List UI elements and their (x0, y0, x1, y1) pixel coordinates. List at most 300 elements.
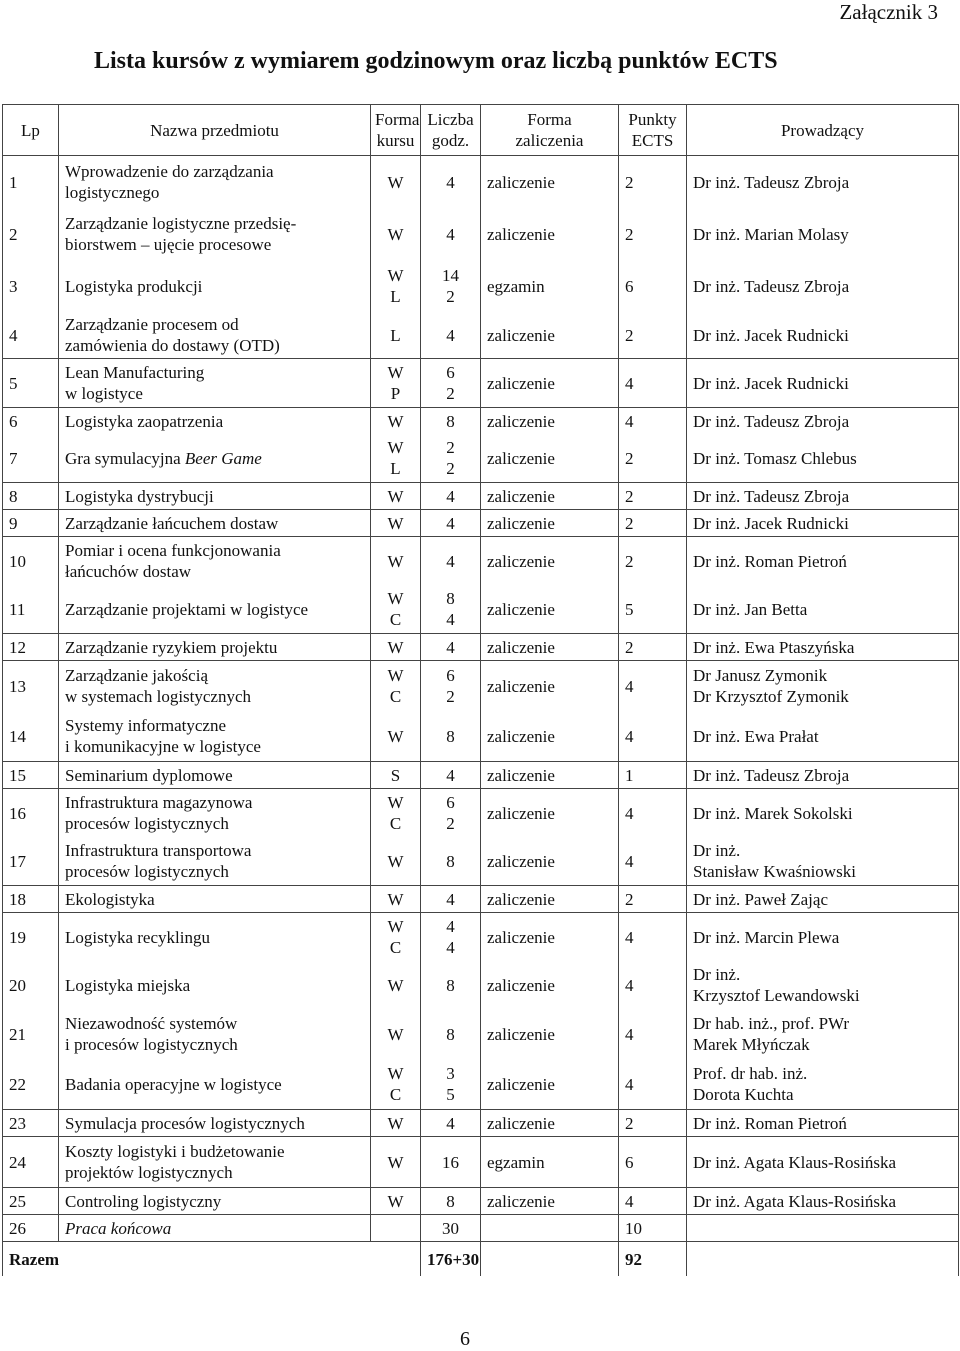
row-forma-kursu-line: C (389, 610, 402, 629)
row-liczba-godz-line: 4 (446, 637, 455, 657)
row-course-name-line: Logistyka recyklingu (65, 927, 210, 947)
row-course-name-line: i procesów logistycznych (65, 1035, 238, 1054)
row-prowadzacy-line: Dr inż. Paweł Zając (693, 889, 828, 909)
header-lp: Lp (3, 105, 59, 156)
row-lp: 20 (3, 961, 59, 1009)
row-lp: 24 (3, 1137, 59, 1188)
row-forma-zaliczenia: zaliczenie (481, 661, 619, 712)
row-prowadzacy-line: Dr inż. Tomasz Chlebus (693, 448, 857, 468)
header-liczba-godz: Liczba godz. (421, 105, 481, 156)
row-prowadzacy-line: Prof. dr hab. inż. (693, 1064, 808, 1083)
table-row (3, 789, 959, 838)
row-course-name-line: logistycznego (65, 183, 160, 202)
row-forma-kursu (371, 1137, 421, 1188)
row-forma-kursu-line: W (387, 266, 404, 285)
row-forma-kursu-line: W (387, 589, 404, 608)
page-number: 6 (460, 1328, 470, 1350)
row-liczba-godz-line: 8 (446, 411, 455, 431)
row-forma-kursu-line: W (387, 411, 404, 431)
row-course-name-line: Wprowadzenie do zarządzania (65, 162, 274, 181)
row-prowadzacy (687, 913, 959, 962)
courses-table (2, 104, 959, 1276)
row-liczba-godz (421, 1009, 481, 1059)
row-prowadzacy (687, 1110, 959, 1137)
row-liczba-godz (421, 1059, 481, 1110)
row-punkty-ects: 4 (619, 961, 687, 1009)
row-forma-kursu-line: W (387, 793, 404, 812)
row-forma-kursu-line: W (387, 1064, 404, 1083)
row-forma-kursu-line: C (389, 814, 402, 833)
row-punkty-ects: 5 (619, 585, 687, 634)
table-row (3, 208, 959, 260)
row-lp: 10 (3, 537, 59, 586)
table-row (3, 1137, 959, 1188)
row-forma-kursu-line: W (387, 666, 404, 685)
row-forma-kursu (371, 1110, 421, 1137)
row-forma-zaliczenia: zaliczenie (481, 886, 619, 913)
row-prowadzacy-line: Dr inż. Tadeusz Zbroja (693, 276, 850, 296)
row-lp: 26 (3, 1215, 59, 1242)
row-liczba-godz-line: 4 (446, 513, 455, 533)
row-course-name (59, 359, 371, 408)
row-liczba-godz-line: 6 (446, 793, 455, 812)
row-punkty-ects: 4 (619, 837, 687, 886)
row-course-name-line: Zarządzanie procesem od (65, 315, 239, 334)
row-forma-kursu-line: S (390, 765, 401, 785)
row-liczba-godz (421, 537, 481, 586)
row-prowadzacy-line: Dr Krzysztof Zymonik (693, 687, 849, 706)
row-course-name-line: w logistyce (65, 384, 143, 403)
row-forma-kursu (371, 1215, 421, 1242)
row-punkty-ects: 10 (619, 1215, 687, 1242)
row-lp: 2 (3, 208, 59, 260)
row-forma-kursu (371, 886, 421, 913)
row-course-name-line: Ekologistyka (65, 889, 155, 909)
row-lp: 4 (3, 312, 59, 359)
row-forma-zaliczenia: zaliczenie (481, 789, 619, 838)
row-liczba-godz (421, 434, 481, 483)
row-lp: 25 (3, 1188, 59, 1215)
total-godz: 176+30 (421, 1242, 481, 1277)
table-header-row (3, 105, 959, 156)
row-prowadzacy-line: Dr inż. Marek Sokolski (693, 803, 853, 823)
row-prowadzacy-line: Dr inż. (693, 965, 741, 984)
row-prowadzacy-line: Dr inż. (693, 841, 741, 860)
row-liczba-godz-line: 4 (446, 325, 455, 345)
row-forma-kursu-line: W (387, 1024, 404, 1044)
row-prowadzacy-line: Marek Młyńczak (693, 1035, 810, 1054)
row-course-name (59, 661, 371, 712)
row-lp: 3 (3, 260, 59, 312)
row-course-name (59, 585, 371, 634)
row-forma-zaliczenia: zaliczenie (481, 585, 619, 634)
row-forma-zaliczenia: zaliczenie (481, 510, 619, 537)
row-liczba-godz-line: 8 (446, 1191, 455, 1211)
row-lp: 7 (3, 434, 59, 483)
table-row (3, 260, 959, 312)
row-lp: 1 (3, 156, 59, 209)
table-row (3, 1110, 959, 1137)
table-row (3, 510, 959, 537)
row-forma-zaliczenia: zaliczenie (481, 711, 619, 762)
page-title: Lista kursów z wymiarem godzinowym oraz liczbą punktów ECTS (94, 48, 778, 74)
row-prowadzacy (687, 789, 959, 838)
row-liczba-godz (421, 483, 481, 510)
row-forma-zaliczenia: zaliczenie (481, 1059, 619, 1110)
row-course-name-line: Pomiar i ocena funkcjonowania (65, 541, 281, 560)
row-forma-zaliczenia: zaliczenie (481, 1009, 619, 1059)
row-punkty-ects: 2 (619, 208, 687, 260)
row-punkty-ects: 2 (619, 434, 687, 483)
row-course-name-line: Zarządzanie logistyczne przedsię- (65, 214, 297, 233)
attachment-label: Załącznik 3 (839, 0, 938, 24)
row-prowadzacy-line: Dr inż. Roman Pietroń (693, 551, 847, 571)
row-lp: 8 (3, 483, 59, 510)
row-forma-kursu-line: L (390, 325, 401, 345)
row-prowadzacy-line: Dr inż. Jacek Rudnicki (693, 373, 849, 393)
row-liczba-godz-line: 4 (446, 765, 455, 785)
row-forma-zaliczenia: zaliczenie (481, 434, 619, 483)
table-row (3, 537, 959, 586)
row-course-name-line: Controling logistyczny (65, 1191, 222, 1211)
row-course-name-line: Logistyka zaopatrzenia (65, 411, 224, 431)
row-course-name (59, 408, 371, 435)
row-prowadzacy (687, 537, 959, 586)
row-course-name (59, 762, 371, 789)
row-forma-zaliczenia: zaliczenie (481, 483, 619, 510)
row-prowadzacy (687, 156, 959, 209)
row-liczba-godz-line: 6 (446, 666, 455, 685)
row-liczba-godz (421, 837, 481, 886)
row-liczba-godz-line: 4 (446, 938, 455, 957)
row-course-name-line: w systemach logistycznych (65, 687, 252, 706)
row-lp: 12 (3, 634, 59, 661)
row-course-name-line: Gra symulacyjna Beer Game (65, 448, 262, 468)
row-punkty-ects: 1 (619, 762, 687, 789)
row-lp: 16 (3, 789, 59, 838)
row-course-name-line: biorstwem – ujęcie procesowe (65, 235, 272, 254)
row-prowadzacy-line: Dr Janusz Zymonik (693, 666, 828, 685)
row-lp: 19 (3, 913, 59, 962)
row-prowadzacy-line: Dr inż. Ewa Prałat (693, 726, 819, 746)
row-liczba-godz (421, 585, 481, 634)
row-lp: 21 (3, 1009, 59, 1059)
row-punkty-ects: 4 (619, 359, 687, 408)
row-liczba-godz-line: 4 (446, 1113, 455, 1133)
row-course-name-line: Seminarium dyplomowe (65, 765, 233, 785)
row-prowadzacy (687, 208, 959, 260)
header-forma-zaliczenia: Forma zaliczenia (481, 105, 619, 156)
row-course-name-line: Badania operacyjne w logistyce (65, 1074, 282, 1094)
row-course-name-line: łańcuchów dostaw (65, 562, 192, 581)
row-prowadzacy-line: Dr inż. Tadeusz Zbroja (693, 486, 850, 506)
row-forma-zaliczenia: zaliczenie (481, 156, 619, 209)
row-liczba-godz-line: 4 (446, 486, 455, 506)
row-course-name (59, 913, 371, 962)
table-row (3, 359, 959, 408)
table-row (3, 1009, 959, 1059)
table-row (3, 1188, 959, 1215)
row-forma-kursu-line: W (387, 889, 404, 909)
row-punkty-ects: 4 (619, 711, 687, 762)
row-prowadzacy-line: Stanisław Kwaśniowski (693, 862, 856, 881)
row-forma-kursu (371, 408, 421, 435)
row-course-name-line: Zarządzanie jakością (65, 666, 208, 685)
row-punkty-ects: 6 (619, 260, 687, 312)
row-forma-kursu-line: W (387, 917, 404, 936)
row-lp: 17 (3, 837, 59, 886)
row-course-name-line: i komunikacyjne w logistyce (65, 737, 261, 756)
row-liczba-godz-line: 5 (446, 1085, 455, 1104)
row-liczba-godz-line: 8 (446, 975, 455, 995)
row-prowadzacy (687, 408, 959, 435)
row-prowadzacy (687, 359, 959, 408)
row-forma-kursu (371, 312, 421, 359)
row-punkty-ects: 4 (619, 408, 687, 435)
row-forma-kursu (371, 156, 421, 209)
table-row (3, 961, 959, 1009)
table-row (3, 711, 959, 762)
row-forma-kursu (371, 913, 421, 962)
row-course-name-line: procesów logistycznych (65, 862, 229, 881)
row-prowadzacy (687, 510, 959, 537)
row-punkty-ects: 2 (619, 483, 687, 510)
header-forma-kursu: Forma kursu (371, 105, 421, 156)
row-course-name (59, 483, 371, 510)
row-course-name-line: Logistyka miejska (65, 975, 191, 995)
row-prowadzacy-line: Dr inż. Ewa Ptaszyńska (693, 637, 855, 657)
row-liczba-godz (421, 913, 481, 962)
row-lp: 11 (3, 585, 59, 634)
row-lp: 18 (3, 886, 59, 913)
row-forma-kursu-line: P (390, 384, 401, 403)
row-liczba-godz (421, 510, 481, 537)
row-liczba-godz-line: 2 (446, 687, 455, 706)
row-prowadzacy-line: Dr inż. Tadeusz Zbroja (693, 765, 850, 785)
row-punkty-ects: 4 (619, 1059, 687, 1110)
row-prowadzacy (687, 886, 959, 913)
table-row (3, 661, 959, 712)
table-row (3, 585, 959, 634)
row-prowadzacy-line: Dr inż. Marian Molasy (693, 224, 849, 244)
row-liczba-godz-line: 8 (446, 851, 455, 871)
table-row (3, 408, 959, 435)
row-forma-kursu (371, 537, 421, 586)
row-liczba-godz (421, 359, 481, 408)
row-prowadzacy-line: Dr inż. Tadeusz Zbroja (693, 172, 850, 192)
total-spacer (687, 1242, 959, 1277)
row-forma-kursu-line: W (387, 975, 404, 995)
row-forma-kursu-line: W (387, 172, 404, 192)
total-ects: 92 (619, 1242, 687, 1277)
row-course-name (59, 312, 371, 359)
row-prowadzacy-line: Dr inż. Marcin Plewa (693, 927, 840, 947)
row-lp: 6 (3, 408, 59, 435)
row-course-name (59, 537, 371, 586)
row-liczba-godz-line: 4 (446, 172, 455, 192)
row-prowadzacy (687, 585, 959, 634)
row-course-name (59, 1188, 371, 1215)
row-forma-kursu-line: C (389, 687, 402, 706)
row-prowadzacy (687, 1137, 959, 1188)
row-forma-zaliczenia: zaliczenie (481, 762, 619, 789)
row-punkty-ects: 2 (619, 510, 687, 537)
row-forma-kursu-line: W (387, 438, 404, 457)
row-course-name (59, 208, 371, 260)
row-forma-kursu (371, 762, 421, 789)
row-lp: 5 (3, 359, 59, 408)
row-course-name-line: procesów logistycznych (65, 814, 229, 833)
row-liczba-godz-line: 16 (442, 1152, 459, 1172)
row-course-name-line: Zarządzanie ryzykiem projektu (65, 637, 278, 657)
row-prowadzacy-line: Dr inż. Agata Klaus-Rosińska (693, 1152, 897, 1172)
row-liczba-godz (421, 260, 481, 312)
row-course-name (59, 1137, 371, 1188)
row-forma-kursu (371, 961, 421, 1009)
row-prowadzacy (687, 434, 959, 483)
header-punkty-ects: Punkty ECTS (619, 105, 687, 156)
row-forma-kursu (371, 789, 421, 838)
row-course-name-line: Zarządzanie łańcuchem dostaw (65, 513, 279, 533)
row-prowadzacy (687, 711, 959, 762)
row-liczba-godz (421, 1137, 481, 1188)
row-liczba-godz (421, 634, 481, 661)
row-course-name (59, 711, 371, 762)
row-forma-kursu-line: W (387, 551, 404, 571)
header-prowadzacy: Prowadzący (687, 105, 959, 156)
row-liczba-godz-line: 6 (446, 363, 455, 382)
row-forma-kursu (371, 585, 421, 634)
row-course-name (59, 789, 371, 838)
table-row (3, 312, 959, 359)
row-forma-kursu (371, 1188, 421, 1215)
row-liczba-godz-line: 4 (446, 889, 455, 909)
row-punkty-ects: 4 (619, 1188, 687, 1215)
header-name: Nazwa przedmiotu (59, 105, 371, 156)
row-forma-kursu (371, 1059, 421, 1110)
row-forma-zaliczenia: egzamin (481, 260, 619, 312)
total-label: Razem (3, 1242, 421, 1277)
row-forma-kursu (371, 661, 421, 712)
row-lp: 9 (3, 510, 59, 537)
row-forma-zaliczenia: zaliczenie (481, 1188, 619, 1215)
row-forma-kursu (371, 359, 421, 408)
beer-game-italic: Beer Game (184, 448, 262, 468)
row-liczba-godz-line: 8 (446, 589, 455, 608)
row-course-name (59, 510, 371, 537)
row-prowadzacy-line: Dr hab. inż., prof. PWr (693, 1014, 850, 1033)
row-liczba-godz-line: 14 (442, 266, 459, 285)
row-prowadzacy (687, 661, 959, 712)
table-row (3, 762, 959, 789)
row-course-name (59, 1009, 371, 1059)
row-forma-zaliczenia: zaliczenie (481, 961, 619, 1009)
row-lp: 14 (3, 711, 59, 762)
row-forma-zaliczenia: zaliczenie (481, 312, 619, 359)
row-course-name-line: Koszty logistyki i budżetowanie (65, 1142, 285, 1161)
row-liczba-godz-line: 2 (446, 438, 455, 457)
row-forma-zaliczenia: zaliczenie (481, 208, 619, 260)
row-liczba-godz (421, 762, 481, 789)
row-prowadzacy (687, 483, 959, 510)
row-course-name (59, 434, 371, 483)
row-punkty-ects: 2 (619, 634, 687, 661)
row-forma-kursu (371, 711, 421, 762)
row-forma-kursu-line: W (387, 637, 404, 657)
row-prowadzacy (687, 837, 959, 886)
row-forma-zaliczenia: zaliczenie (481, 408, 619, 435)
row-punkty-ects: 2 (619, 1110, 687, 1137)
row-forma-kursu-line: L (390, 287, 401, 306)
row-course-name (59, 961, 371, 1009)
row-course-name (59, 156, 371, 209)
row-liczba-godz (421, 156, 481, 209)
row-prowadzacy (687, 762, 959, 789)
row-forma-kursu-line: W (387, 1191, 404, 1211)
row-forma-zaliczenia: zaliczenie (481, 537, 619, 586)
row-prowadzacy-line: Krzysztof Lewandowski (693, 986, 860, 1005)
table-row (3, 837, 959, 886)
row-forma-kursu-line: W (387, 363, 404, 382)
row-liczba-godz-line: 2 (446, 459, 455, 478)
row-prowadzacy (687, 634, 959, 661)
row-liczba-godz (421, 886, 481, 913)
row-course-name (59, 260, 371, 312)
row-punkty-ects: 6 (619, 1137, 687, 1188)
row-liczba-godz (421, 789, 481, 838)
row-course-name (59, 1215, 371, 1242)
row-forma-kursu (371, 1009, 421, 1059)
row-liczba-godz (421, 661, 481, 712)
row-forma-kursu-line: W (387, 851, 404, 871)
row-liczba-godz (421, 312, 481, 359)
row-prowadzacy-line: Dorota Kuchta (693, 1085, 794, 1104)
row-liczba-godz-line: 2 (446, 287, 455, 306)
row-course-name-line: Systemy informatyczne (65, 716, 226, 735)
row-forma-kursu-line: C (389, 938, 402, 957)
table-row (3, 156, 959, 209)
row-liczba-godz (421, 711, 481, 762)
row-forma-zaliczenia: zaliczenie (481, 913, 619, 962)
row-punkty-ects: 4 (619, 913, 687, 962)
row-forma-zaliczenia: zaliczenie (481, 359, 619, 408)
row-forma-kursu-line: W (387, 1152, 404, 1172)
row-lp: 23 (3, 1110, 59, 1137)
row-prowadzacy-line: Dr inż. Jan Betta (693, 599, 808, 619)
table-row (3, 886, 959, 913)
row-forma-kursu-line: W (387, 726, 404, 746)
row-prowadzacy-line: Dr inż. Agata Klaus-Rosińska (693, 1191, 897, 1211)
table-row (3, 634, 959, 661)
row-forma-kursu (371, 434, 421, 483)
row-liczba-godz (421, 961, 481, 1009)
row-forma-kursu (371, 208, 421, 260)
row-forma-kursu (371, 634, 421, 661)
row-lp: 22 (3, 1059, 59, 1110)
row-course-name (59, 1110, 371, 1137)
row-liczba-godz (421, 1110, 481, 1137)
row-course-name-line: Symulacja procesów logistycznych (65, 1113, 305, 1133)
row-prowadzacy-line: Dr inż. Jacek Rudnicki (693, 325, 849, 345)
row-prowadzacy-line: Dr inż. Jacek Rudnicki (693, 513, 849, 533)
row-liczba-godz-line: 2 (446, 814, 455, 833)
row-prowadzacy (687, 260, 959, 312)
row-prowadzacy (687, 1059, 959, 1110)
table-row (3, 1059, 959, 1110)
row-liczba-godz-line: 4 (446, 917, 455, 936)
row-forma-zaliczenia: zaliczenie (481, 837, 619, 886)
row-punkty-ects: 2 (619, 537, 687, 586)
